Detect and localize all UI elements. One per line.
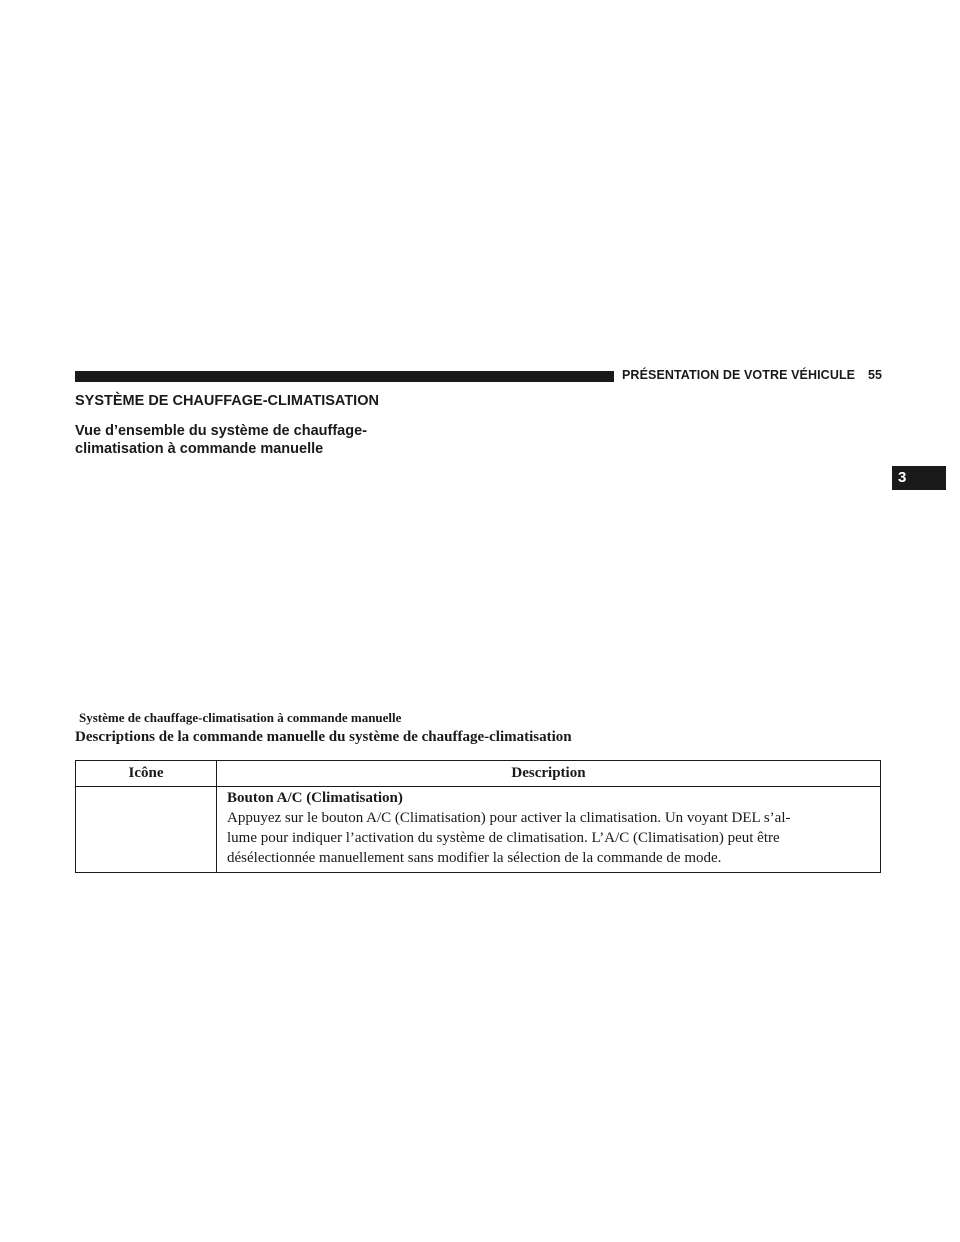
- chapter-tab: 3: [892, 466, 946, 490]
- control-title: Bouton A/C (Climatisation): [227, 790, 403, 806]
- column-header-description: Description: [217, 761, 881, 787]
- table-header-row: [76, 761, 881, 787]
- icon-cell: [76, 787, 217, 873]
- column-header-icon: Icône: [76, 761, 217, 787]
- running-header-title: PRÉSENTATION DE VOTRE VÉHICULE: [622, 368, 856, 382]
- table-row: [76, 787, 881, 873]
- section-title: SYSTÈME DE CHAUFFAGE-CLIMATISATION: [75, 393, 379, 409]
- controls-table: [75, 760, 881, 873]
- subsection-title: [75, 422, 435, 458]
- description-line: Appuyez sur le bouton A/C (Climatisation) pour activer la climatisation. Un voyant DEL s’al-: [227, 810, 791, 826]
- table-heading: Descriptions de la commande manuelle du système de chauffage-climatisation: [75, 729, 572, 745]
- subsection-title-line: climatisation à commande manuelle: [75, 441, 324, 457]
- header-rule: [75, 371, 614, 382]
- description-cell: [217, 787, 881, 873]
- control-panel-figure: [75, 470, 535, 702]
- description-line: désélectionnée manuellement sans modifier la sélection de la commande de mode.: [227, 850, 722, 866]
- figure-caption: Système de chauffage-climatisation à commande manuelle: [79, 710, 402, 725]
- page-number: 55: [868, 368, 882, 382]
- description-line: lume pour indiquer l’activation du système de climatisation. L’A/C (Climatisation) peut être: [227, 830, 780, 846]
- subsection-title-line: Vue d’ensemble du système de chauffage-: [75, 423, 367, 439]
